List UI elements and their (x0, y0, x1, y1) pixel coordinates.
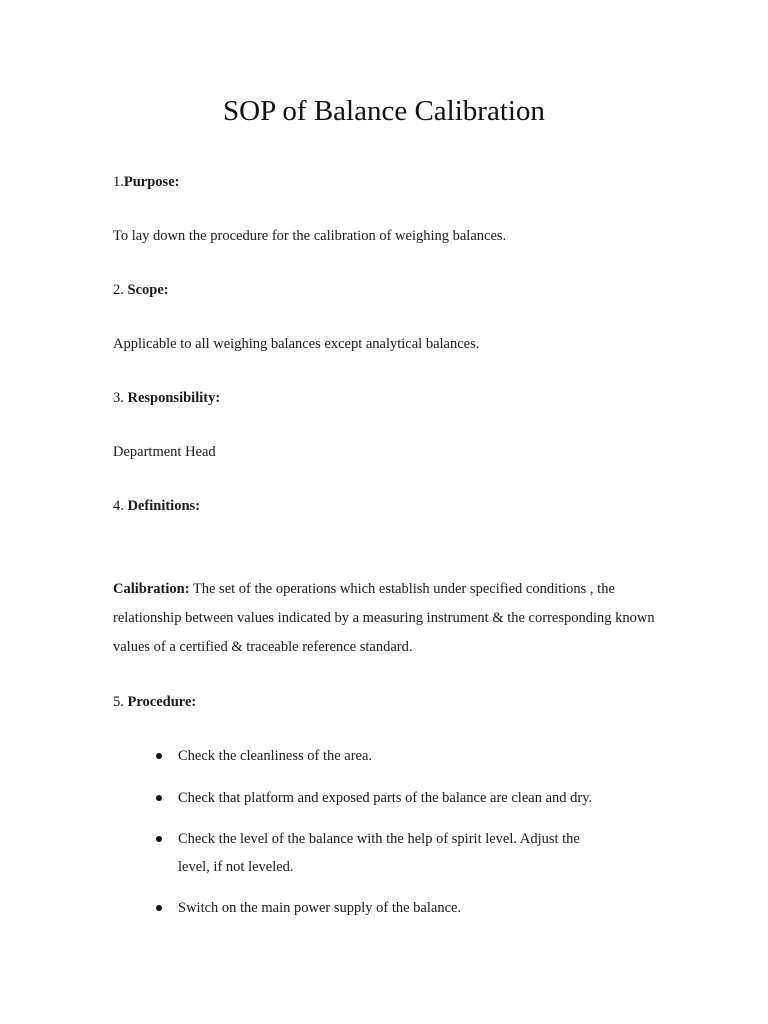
definitions-number: 4. (113, 498, 128, 514)
document-title: SOP of Balance Calibration (223, 95, 545, 127)
responsibility-text: Department Head (113, 444, 216, 460)
scope-label: Scope: (127, 282, 169, 298)
purpose-heading (113, 173, 179, 191)
procedure-heading (113, 693, 196, 711)
procedure-step-text: Check the level of the balance with the help of spirit level. Adjust the (178, 831, 580, 847)
scope-heading (113, 281, 169, 299)
purpose-number: 1. (113, 174, 124, 190)
procedure-step-continuation (178, 853, 658, 881)
responsibility-label: Responsibility: (127, 390, 221, 406)
procedure-step-text: Check the cleanliness of the area. (178, 748, 373, 764)
purpose-text: To lay down the procedure for the calibration of weighing balances. (113, 228, 507, 244)
procedure-step (178, 825, 658, 853)
procedure-label: Procedure: (127, 694, 197, 710)
procedure-step (178, 742, 658, 770)
procedure-step (178, 784, 658, 812)
calibration-term: Calibration: (113, 581, 190, 597)
definitions-heading (113, 497, 200, 515)
calibration-definition-text: The set of the operations which establish under specified conditions , the relationship between values indicated by a measuring instrument & the corresponding known values of a certified & traceable reference standard. (113, 581, 655, 655)
responsibility-number: 3. (113, 390, 128, 406)
scope-number: 2. (113, 282, 128, 298)
calibration-definition (113, 575, 673, 662)
responsibility-heading (113, 389, 220, 407)
bullet-icon (156, 795, 162, 801)
procedure-step-text: Check that platform and exposed parts of the balance are clean and dry. (178, 790, 593, 806)
procedure-step-text: level, if not leveled. (178, 859, 294, 875)
definitions-label: Definitions: (127, 498, 200, 514)
bullet-icon (156, 753, 162, 759)
procedure-step-text: Switch on the main power supply of the balance. (178, 900, 462, 916)
bullet-icon (156, 905, 162, 911)
procedure-number: 5. (113, 694, 128, 710)
bullet-icon (156, 836, 162, 842)
procedure-step (178, 894, 658, 922)
purpose-label: Purpose: (123, 174, 180, 190)
scope-text: Applicable to all weighing balances except analytical balances. (113, 336, 480, 352)
